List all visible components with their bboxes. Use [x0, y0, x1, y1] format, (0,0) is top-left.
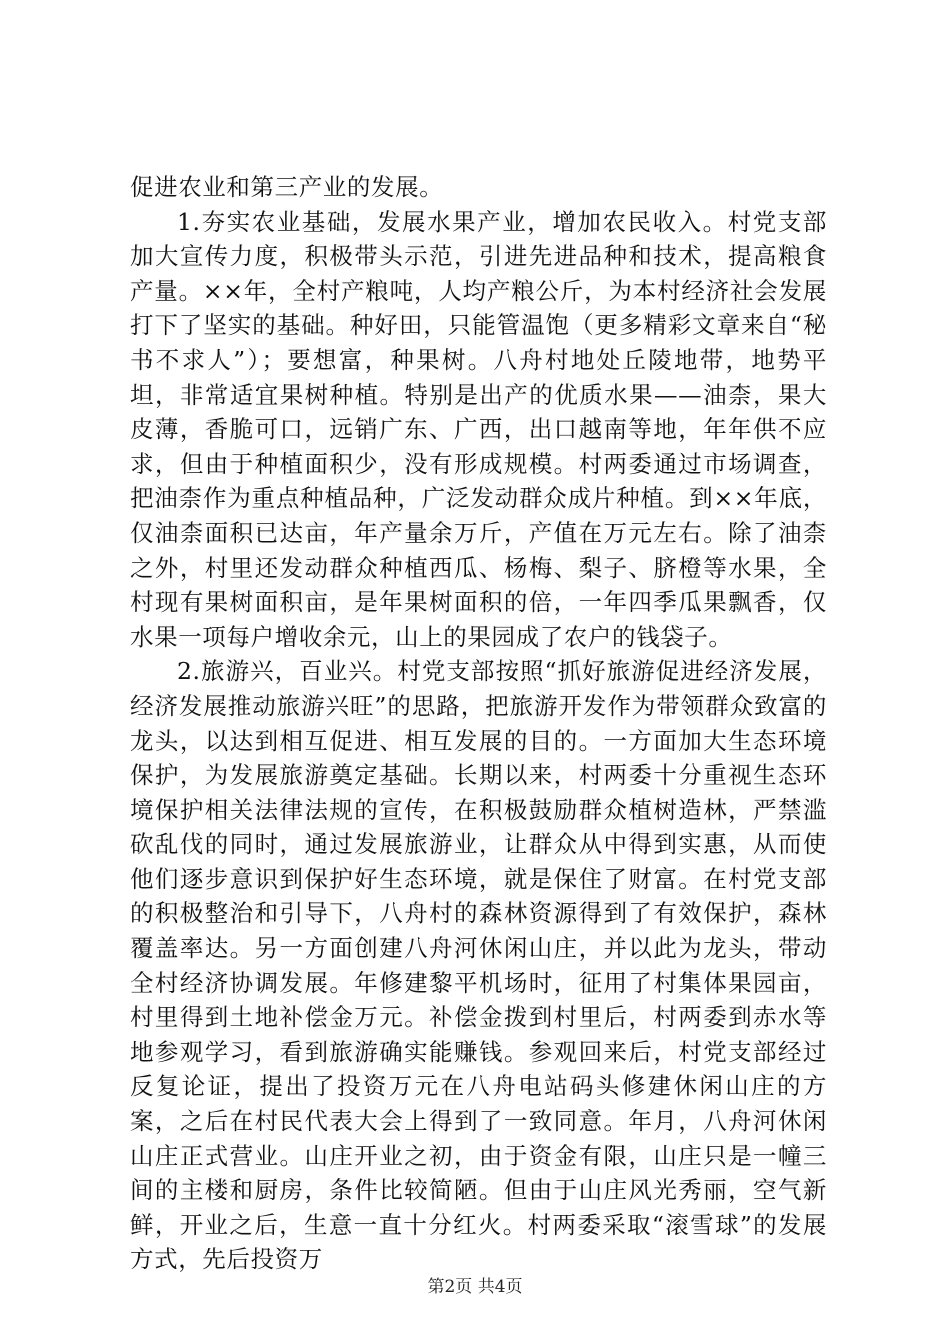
paragraph-agriculture: 1.夯实农业基础，发展水果产业，增加农民收入。村党支部加大宣传力度，积极带头示范，引进先进品种和技术，提高粮食产量。××年，全村产粮吨，人均产粮公斤，为本村经济社会发展打下了坚实的基础。种好田，只能管温饱（更多精彩文章来自“秘书不求人”）；要想富，种果树。八舟村地处丘陵地带，地势平坦，非常适宜果树种植。特别是出产的优质水果——油柰，果大皮薄，香脆可口，远销广东、广西，出口越南等地，年年供不应求，但由于种植面积少，没有形成规模。村两委通过市场调查，把油柰作为重点种植品种，广泛发动群众成片种植。到××年底，仅油柰面积已达亩，年产量余万斤，产值在万元左右。除了油柰之外，村里还发动群众种植西瓜、杨梅、梨子、脐橙等水果，全村现有果树面积亩，是年果树面积的倍，一年四季瓜果飘香，仅水果一项每户增收余元，山上的果园成了农户的钱袋子。: [130, 207, 827, 651]
page-footer: [0, 1272, 950, 1297]
page-number: 第2页 共4页: [427, 1277, 523, 1297]
document-body: [130, 170, 827, 1277]
paragraph-tourism: 2.旅游兴，百业兴。村党支部按照“抓好旅游促进经济发展，经济发展推动旅游兴旺”的思路，把旅游开发作为带领群众致富的龙头，以达到相互促进、相互发展的目的。一方面加大生态环境保护，为发展旅游奠定基础。长期以来，村两委十分重视生态环境保护相关法律法规的宣传，在积极鼓励群众植树造林，严禁滥砍乱伐的同时，通过发展旅游业，让群众从中得到实惠，从而使他们逐步意识到保护好生态环境，就是保住了财富。在村党支部的积极整治和引导下，八舟村的森林资源得到了有效保护，森林覆盖率达。另一方面创建八舟河休闲山庄，并以此为龙头，带动全村经济协调发展。年修建黎平机场时，征用了村集体果园亩，村里得到土地补偿金万元。补偿金拨到村里后，村两委到赤水等地参观学习，看到旅游确实能赚钱。参观回来后，村党支部经过反复论证，提出了投资万元在八舟电站码头修建休闲山庄的方案，之后在村民代表大会上得到了一致同意。年月，八舟河休闲山庄正式营业。山庄开业之初，由于资金有限，山庄只是一幢三间的主楼和厨房，条件比较简陋。但由于山庄风光秀丽，空气新鲜，开业之后，生意一直十分红火。村两委采取“滚雪球”的发展方式，先后投资万: [130, 657, 827, 1274]
paragraph-intro: 促进农业和第三产业的发展。: [130, 173, 444, 201]
